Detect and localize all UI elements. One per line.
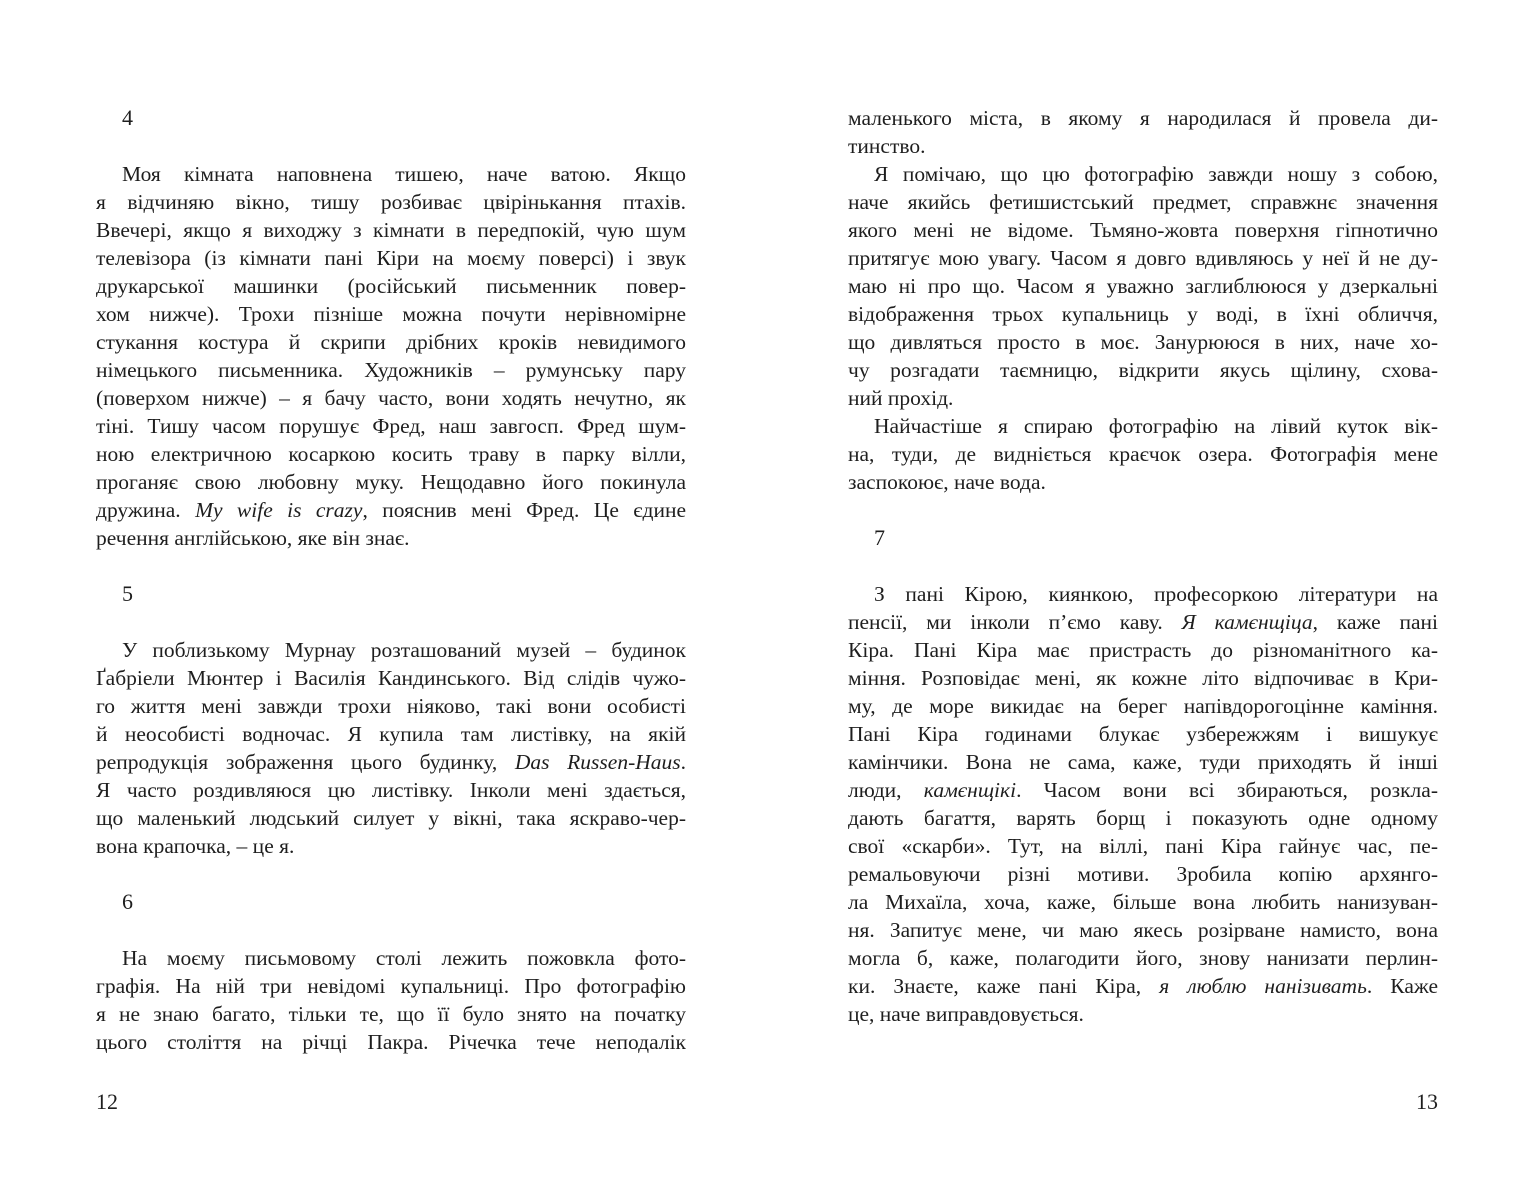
page-number-right: 13 bbox=[1416, 1089, 1438, 1114]
text-line bbox=[848, 776, 1438, 804]
text-run: наче якийсь фетишистський предмет, справжнє значення bbox=[848, 190, 1438, 214]
text-line bbox=[96, 244, 686, 272]
text-run: пенсії, ми інколи п’ємо каву. bbox=[848, 610, 1182, 634]
text-line bbox=[848, 132, 1438, 160]
text-line bbox=[96, 300, 686, 328]
text-line bbox=[96, 636, 686, 664]
paragraph bbox=[96, 944, 686, 1056]
text-run: чу розгадати таємницю, відкрити якусь щілину, схова- bbox=[848, 358, 1438, 382]
text-run: могла б, каже, полагодити його, знову нанизати перлин- bbox=[848, 946, 1438, 970]
text-run: го життя мені завжди трохи ніяково, такі вони особисті bbox=[96, 694, 686, 718]
page-right bbox=[848, 0, 1438, 1182]
text-run: на, туди, де видніється краєчок озера. Фотографія мене bbox=[848, 442, 1438, 466]
text-run: ла Михаїла, хоча, каже, більше вона любить нанизуван- bbox=[848, 890, 1438, 914]
text-run: му, де море викидає на берег напівдорогоцінне каміння. bbox=[848, 694, 1438, 718]
text-line bbox=[848, 216, 1438, 244]
text-run: маленького міста, в якому я народилася й провела ди- bbox=[848, 106, 1438, 130]
text-run: речення англійською, яке він знає. bbox=[96, 526, 410, 550]
text-line bbox=[848, 608, 1438, 636]
text-line bbox=[96, 1000, 686, 1028]
text-line bbox=[96, 468, 686, 496]
section-number: 6 bbox=[122, 889, 133, 914]
paragraph bbox=[848, 160, 1438, 412]
text-run: Пані Кіра годинами блукає узбережжям і вишукує bbox=[848, 722, 1438, 746]
italic-run: My wife is crazy bbox=[195, 498, 363, 522]
text-run: дають багаття, варять борщ і показують одне одному bbox=[848, 806, 1438, 830]
text-line bbox=[848, 944, 1438, 972]
text-run: це, наче виправдовується. bbox=[848, 1002, 1084, 1026]
text-line bbox=[96, 188, 686, 216]
text-line bbox=[848, 888, 1438, 916]
text-line bbox=[848, 804, 1438, 832]
text-line bbox=[848, 692, 1438, 720]
text-run: якого мені не відоме. Тьмяно-жовта поверхня гіпнотично bbox=[848, 218, 1438, 242]
text-run: З пані Кірою, киянкою, професоркою літератури на bbox=[874, 582, 1438, 606]
text-run: ки. Знаєте, каже пані Кіра, bbox=[848, 974, 1160, 998]
text-line bbox=[848, 412, 1438, 440]
text-line bbox=[848, 104, 1438, 132]
paragraph bbox=[848, 104, 1438, 160]
text-line bbox=[96, 832, 686, 860]
text-run: проганяє свою любовну муку. Нещодавно його покинула bbox=[96, 470, 686, 494]
text-line bbox=[96, 1028, 686, 1056]
text-run: . bbox=[680, 750, 686, 774]
text-line bbox=[848, 356, 1438, 384]
italic-run: я люблю нанізивать bbox=[1159, 974, 1367, 998]
text-line bbox=[848, 300, 1438, 328]
text-run: тіні. Тишу часом порушує Фред, наш завгосп. Фред шум- bbox=[96, 414, 686, 438]
text-run: хом нижче). Трохи пізніше можна почути нерівномірне bbox=[96, 302, 686, 326]
paragraph bbox=[96, 160, 686, 552]
text-line bbox=[96, 412, 686, 440]
text-run: Я помічаю, що цю фотографію завжди ношу з собою, bbox=[874, 162, 1438, 186]
text-run: , каже пані bbox=[1312, 610, 1438, 634]
section-number: 7 bbox=[874, 525, 885, 550]
text-run: Моя кімната наповнена тишею, наче ватою. Якщо bbox=[122, 162, 686, 186]
text-run: маю ні про що. Часом я уважно заглиблююся у дзеркальні bbox=[848, 274, 1438, 298]
text-line bbox=[848, 580, 1438, 608]
text-run: німецького письменника. Художників – румунську пару bbox=[96, 358, 686, 382]
text-run: люди, bbox=[848, 778, 924, 802]
text-line bbox=[848, 748, 1438, 776]
text-run: Ґабріели Мюнтер і Василія Кандинського. Від слідів чужо- bbox=[96, 666, 686, 690]
text-run: вона крапочка, – це я. bbox=[96, 834, 295, 858]
text-line bbox=[848, 1000, 1438, 1028]
text-line bbox=[96, 384, 686, 412]
page-right-text bbox=[848, 104, 1438, 1028]
text-run: , пояснив мені Фред. Це єдине bbox=[362, 498, 686, 522]
text-line bbox=[96, 496, 686, 524]
text-run: (поверхом нижче) – я бачу часто, вони ходять нечутно, як bbox=[96, 386, 686, 410]
text-run: цього століття на річці Пакра. Річечка тече неподалік bbox=[96, 1030, 686, 1054]
text-run: стукання костура й скрипи дрібних кроків невидимого bbox=[96, 330, 686, 354]
text-run: міння. Розповідає мені, як кожне літо відпочиває в Кри- bbox=[848, 666, 1438, 690]
text-run: камінчики. Вона не сама, каже, туди приходять й інші bbox=[848, 750, 1438, 774]
text-run: притягує мою увагу. Часом я довго вдивляюсь у неї й не ду- bbox=[848, 246, 1438, 270]
text-line bbox=[96, 748, 686, 776]
text-line bbox=[848, 244, 1438, 272]
text-line bbox=[848, 440, 1438, 468]
italic-run: Я камєнщіца bbox=[1181, 610, 1313, 634]
text-run: й неособисті водночас. Я купила там листівку, на якій bbox=[96, 722, 686, 746]
text-line bbox=[96, 272, 686, 300]
text-run: ною електричною косаркою косить траву в парку вілли, bbox=[96, 442, 686, 466]
text-line bbox=[96, 804, 686, 832]
text-line bbox=[96, 972, 686, 1000]
text-run: ремальовуючи різні мотиви. Зробила копію архянго- bbox=[848, 862, 1438, 886]
text-line bbox=[848, 384, 1438, 412]
text-line bbox=[848, 720, 1438, 748]
page-left-text bbox=[96, 104, 686, 1056]
italic-run: Das Russen-Haus bbox=[514, 750, 681, 774]
text-line bbox=[848, 860, 1438, 888]
page-number-left: 12 bbox=[96, 1089, 118, 1114]
text-line bbox=[96, 356, 686, 384]
text-line bbox=[848, 664, 1438, 692]
text-line bbox=[96, 776, 686, 804]
text-run: Кіра. Пані Кіра має пристрасть до різноманітного ка- bbox=[848, 638, 1438, 662]
text-line bbox=[848, 636, 1438, 664]
text-run: У поблизькому Мурнау розташований музей – будинок bbox=[122, 638, 686, 662]
text-line bbox=[96, 160, 686, 188]
text-run: телевізора (із кімнати пані Кіри на моєму поверсі) і звук bbox=[96, 246, 686, 270]
text-run: ня. Запитує мене, чи маю якесь розірване намисто, вона bbox=[848, 918, 1438, 942]
text-line bbox=[848, 160, 1438, 188]
text-run: що дивляться просто в моє. Занурююся в них, наче хо- bbox=[848, 330, 1438, 354]
text-line bbox=[96, 720, 686, 748]
text-run: графія. На ній три невідомі купальниці. Про фотографію bbox=[96, 974, 686, 998]
paragraph bbox=[848, 412, 1438, 496]
text-run: свої «скарби». Тут, на віллі, пані Кіра гайнує час, пе- bbox=[848, 834, 1438, 858]
text-line bbox=[848, 972, 1438, 1000]
section-number: 5 bbox=[122, 581, 133, 606]
text-line bbox=[848, 188, 1438, 216]
text-run: тинство. bbox=[848, 134, 926, 158]
text-run: друкарської машинки (російський письменник повер- bbox=[96, 274, 686, 298]
text-run: відображення трьох купальниць у воді, в їхні обличчя, bbox=[848, 302, 1438, 326]
text-line bbox=[848, 832, 1438, 860]
paragraph bbox=[96, 636, 686, 860]
paragraph bbox=[848, 580, 1438, 1028]
text-line bbox=[848, 272, 1438, 300]
text-line bbox=[96, 944, 686, 972]
text-line bbox=[96, 440, 686, 468]
text-line bbox=[96, 692, 686, 720]
text-line bbox=[848, 328, 1438, 356]
text-line bbox=[96, 524, 686, 552]
text-line bbox=[848, 468, 1438, 496]
text-run: Я часто роздивляюся цю листівку. Інколи мені здається, bbox=[96, 778, 686, 802]
text-run: що маленький людський силует у вікні, така яскраво-чер- bbox=[96, 806, 686, 830]
text-run: . Часом вони всі збираються, розкла- bbox=[1016, 778, 1438, 802]
italic-run: камєнщікі bbox=[923, 778, 1017, 802]
text-run: я не знаю багато, тільки те, що її було знято на початку bbox=[96, 1002, 686, 1026]
text-line bbox=[96, 328, 686, 356]
text-run: я відчиняю вікно, тишу розбиває цвірінькання птахів. bbox=[96, 190, 686, 214]
text-run: Ввечері, якщо я виходжу з кімнати в передпокій, чую шум bbox=[96, 218, 686, 242]
page-left bbox=[96, 0, 686, 1182]
text-line bbox=[96, 216, 686, 244]
section-number: 4 bbox=[122, 105, 133, 130]
text-run: На моєму письмовому столі лежить пожовкла фото- bbox=[122, 946, 686, 970]
text-run: репродукція зображення цього будинку, bbox=[96, 750, 515, 774]
text-run: Найчастіше я спираю фотографію на лівий куток вік- bbox=[874, 414, 1438, 438]
text-run: дружина. bbox=[96, 498, 196, 522]
text-line bbox=[848, 916, 1438, 944]
text-run: . Каже bbox=[1366, 974, 1439, 998]
text-run: заспокоює, наче вода. bbox=[848, 470, 1046, 494]
text-line bbox=[96, 664, 686, 692]
text-run: ний прохід. bbox=[848, 386, 954, 410]
